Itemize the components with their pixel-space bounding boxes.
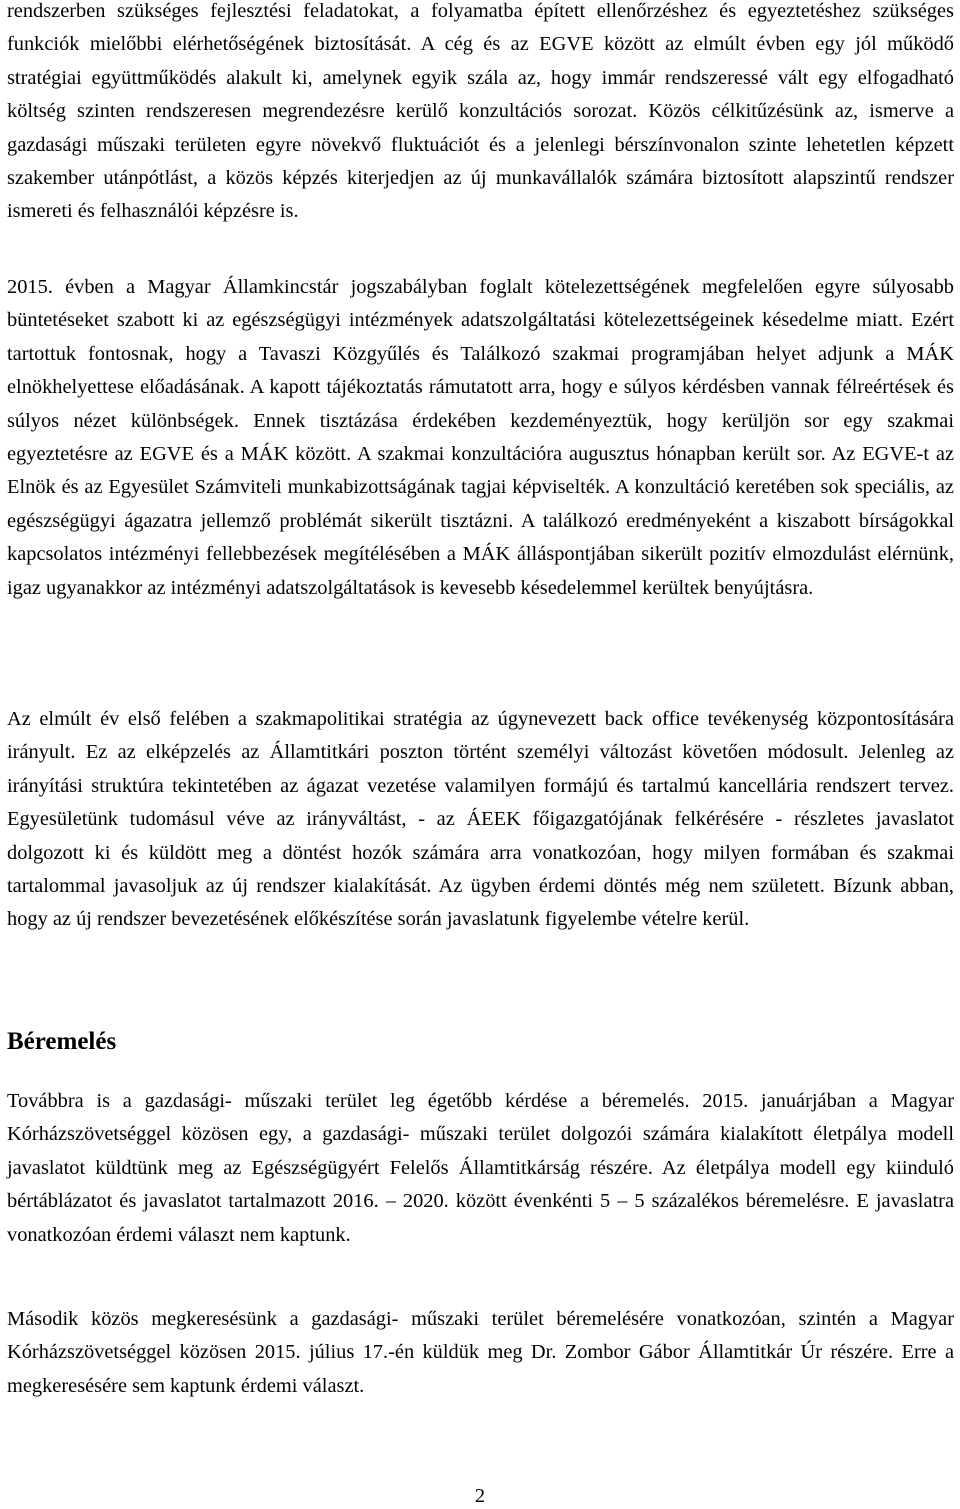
paragraph-back-office: Az elmúlt év első felében a szakmapolitikai stratégia az úgynevezett back office tevékenység központosítására irányult. Ez az elképzelés az Államtitkári poszton történt személyi változást követően módosult. Jelenleg az irányítási struktúra tekintetében az ágazat vezetése valamilyen formájú és tartalmú kancellária rendszert tervez. Egyesületünk tudomásul véve az irányváltást, - az ÁEEK főigazgatójának felkérésére - részletes javaslatot dolgozott ki és küldött meg a döntést hozók számára arra vonatkozóan, hogy milyen formában és szakmai tartalommal javasoljuk az új rendszer kialakítását. Az ügyben érdemi döntés még nem született. Bízunk abban, hogy az új rendszer bevezetésének előkészítése során javaslatunk figyelembe vételre kerül. (7, 708, 954, 931)
paragraph-cooperation: rendszerben szükséges fejlesztési feladatokat, a folyamatba épített ellenőrzéshez és egyeztetéshez szükséges funkciók mielőbbi elérhetőségének biztosítását. A cég és az EGVE között az elmúlt évben egy jól működő stratégiai együttműködés alakult ki, amelynek egyik szála az, hogy immár rendszeressé vált egy elfogadható költség szinten rendszeresen megrendezésre kerülő konzultációs sorozat. Közös célkitűzésünk az, ismerve a gazdasági műszaki területen egyre növekvő fluktuációt és a jelenlegi bérszínvonalon szinte lehetetlen képzett szakember utánpótlást, a közös képzés kiterjedjen az új munkavállalók számára biztosított alapszintű rendszer ismereti és felhasználói képzésre is. (7, 0, 954, 223)
paragraph-second-request: Második közös megkeresésünk a gazdasági- műszaki terület béremelésére vonatkozóan, szintén a Magyar Kórházszövetséggel közösen 2015. július 17.-én küldük meg Dr. Zombor Gábor Államtitkár Úr részére. Erre a megkeresésére sem kaptunk érdemi választ. (7, 1308, 954, 1397)
section-heading-beremeles: Béremelés (7, 1028, 117, 1055)
page-number: 2 (474, 1485, 486, 1507)
paragraph-mak-consultation: 2015. évben a Magyar Államkincstár jogszabályban foglalt kötelezettségének megfelelően egyre súlyosabb büntetéseket szabott ki az egészségügyi intézmények adatszolgáltatási kötelezettségeinek késedelme miatt. Ezért tartottuk fontosnak, hogy a Tavaszi Közgyűlés és Találkozó szakmai programjában helyet adjunk a MÁK elnökhelyettese előadásának. A kapott tájékoztatás rámutatott arra, hogy e súlyos kérdésben vannak félreértések és súlyos nézet különbségek. Ennek tisztázása érdekében kezdeményeztük, hogy kerüljön sor egy szakmai egyeztetésre az EGVE és a MÁK között. A szakmai konzultációra augusztus hónapban került sor. Az EGVE-t az Elnök és az Egyesület Számviteli munkabizottságának tagjai képviselték. A konzultáció keretében sok speciális, az egészségügyi ágazatra jellemző problémát sikerült tisztázni. A találkozó eredményeként a kiszabott bírságokkal kapcsolatos intézményi fellebbezések megítélésében a MÁK álláspontjában sikerült pozitív elmozdulást elérnünk, igaz ugyanakkor az intézményi adatszolgáltatások is kevesebb késedelemmel kerültek benyújtásra. (7, 276, 954, 599)
paragraph-career-model: Továbbra is a gazdasági- műszaki terület leg égetőbb kérdése a béremelés. 2015. januárjában a Magyar Kórházszövetséggel közösen egy, a gazdasági- műszaki terület dolgozói számára kialakított életpálya modell javaslatot küldtünk meg az Egészségügyért Felelős Államtitkárság részére. Az életpálya modell egy kiinduló bértáblázatot és javaslatot tartalmazott 2016. ⎯ 2020. között évenkénti 5 ⎯ 5 százalékos béremelésre. E javaslatra vonatkozóan érdemi választ nem kaptunk. (7, 1090, 954, 1246)
